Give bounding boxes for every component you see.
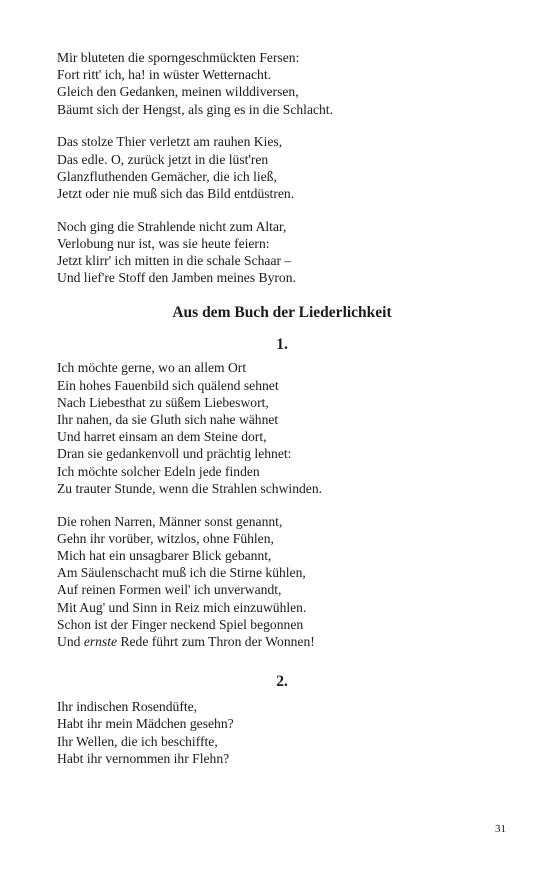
verse-line: Bäumt sich der Hengst, als ging es in die Schlacht.	[57, 101, 333, 117]
page-content	[57, 49, 507, 783]
verse-line: Ihr indischen Rosendüfte,	[57, 699, 198, 715]
verse-text: Und	[57, 633, 84, 649]
stanza-1	[57, 49, 507, 118]
verse-line: Gehn ihr vorüber, witzlos, ohne Fühlen,	[57, 530, 274, 546]
verse-line: Fort ritt' ich, ha! in wüster Wetternacht.	[57, 67, 272, 83]
verse-line: Dran sie gedankenvoll und prächtig lehnet:	[57, 446, 292, 462]
verse-line: Jetzt klirr' ich mitten in die schale Schaar –	[57, 253, 292, 269]
verse-line: Glanzfluthenden Gemächer, die ich ließ,	[57, 168, 277, 184]
verse-line: Mit Aug' und Sinn in Reiz mich einzuwühlen.	[57, 599, 307, 615]
verse-line: Jetzt oder nie muß sich das Bild entdüstren.	[57, 185, 295, 201]
stanza-3	[57, 218, 507, 287]
verse-line: Ich möchte solcher Edeln jede finden	[57, 463, 260, 479]
verse-line: Ihr Wellen, die ich beschiffte,	[57, 733, 218, 749]
verse-line: Das stolze Thier verletzt am rauhen Kies,	[57, 134, 283, 150]
verse-line-last	[57, 633, 507, 650]
poem1-stanza-2	[57, 513, 507, 651]
poem-number-1: 1.	[276, 336, 288, 354]
verse-line: Zu trauter Stunde, wenn die Strahlen schwinden.	[57, 480, 323, 496]
verse-line: Mir bluteten die sporngeschmückten Fersen:	[57, 50, 300, 65]
poem-number-2: 2.	[276, 673, 288, 691]
section-title: Aus dem Buch der Liederlichkeit	[172, 304, 392, 322]
verse-line: Schon ist der Finger neckend Spiel begonnen	[57, 616, 304, 632]
verse-line: Ich möchte gerne, wo an allem Ort	[57, 360, 247, 376]
poem1-stanza-1	[57, 359, 507, 497]
verse-line: Das edle. O, zurück jetzt in die lüst'ren	[57, 151, 269, 167]
verse-line: Die rohen Narren, Männer sonst genannt,	[57, 513, 283, 529]
verse-line: Am Säulenschacht muß ich die Stirne kühlen,	[57, 565, 306, 581]
verse-line: Mich hat ein unsagbarer Blick gebannt,	[57, 547, 272, 563]
verse-line: Habt ihr mein Mädchen gesehn?	[57, 716, 234, 732]
italic-word: ernste	[83, 633, 118, 649]
verse-line: Und harret einsam an dem Steine dort,	[57, 429, 267, 445]
poem2-stanza-1	[57, 698, 507, 767]
verse-text: Rede führt zum Thron der Wonnen!	[117, 633, 315, 649]
verse-line: Ihr nahen, da sie Gluth sich nahe wähnet	[57, 412, 279, 428]
stanza-2	[57, 133, 507, 202]
verse-line: Nach Liebesthat zu süßem Liebeswort,	[57, 394, 269, 410]
verse-line: Verlobung nur ist, was sie heute feiern:	[57, 235, 270, 251]
verse-line: Gleich den Gedanken, meinen wilddiversen,	[57, 84, 299, 100]
page-number: 31	[495, 823, 506, 835]
verse-line: Auf reinen Formen weil' ich unverwandt,	[57, 582, 282, 598]
verse-line: Und lief're Stoff den Jamben meines Byron.	[57, 270, 296, 286]
verse-line: Ein hohes Fauenbild sich quälend sehnet	[57, 377, 279, 393]
verse-line: Habt ihr vernommen ihr Flehn?	[57, 750, 230, 766]
verse-line: Noch ging die Strahlende nicht zum Altar,	[57, 218, 287, 234]
